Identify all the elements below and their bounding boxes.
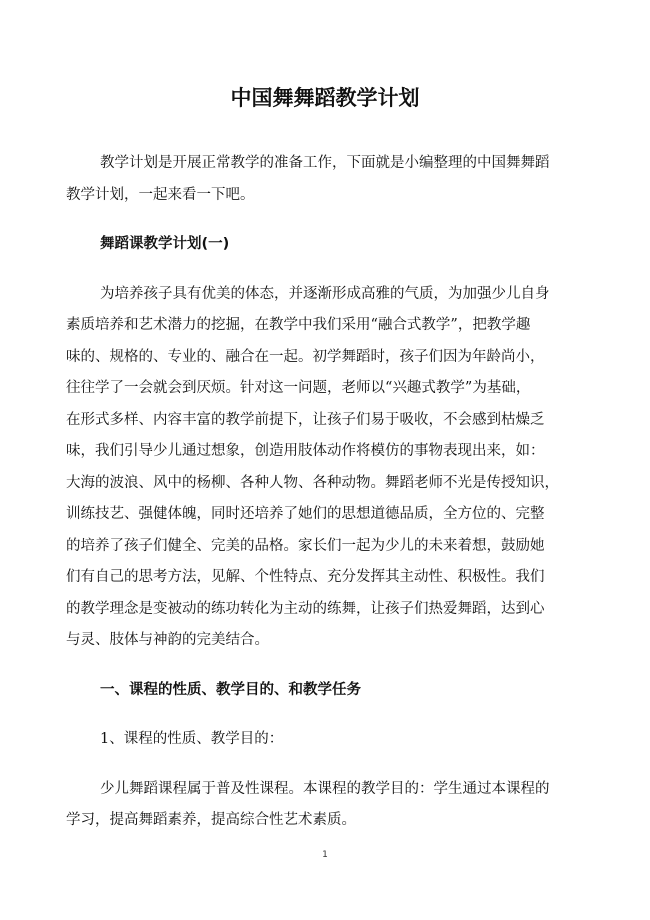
body-line: 往往学了一会就会到厌烦。针对这一问题，老师以“兴趣式教学”为基础，	[66, 380, 531, 396]
body-line: 素质培养和艺术潜力的挖掘，在教学中我们采用“融合式教学”，把教学趣	[66, 317, 531, 333]
document-title: 中国舞舞蹈教学计划	[230, 86, 420, 110]
body-line: 味，我们引导少儿通过想象，创造用肢体动作将模仿的事物表现出来，如：	[66, 443, 545, 459]
body-line: 与灵、肢体与神韵的完美结合。	[66, 632, 269, 648]
subheading-course-goal: 1、课程的性质、教学目的：	[100, 731, 284, 747]
body-line: 为培养孩子具有优美的体态，并逐渐形成高雅的气质，为加强少儿自身	[100, 285, 550, 302]
body-line: 训练技艺、强健体魄，同时还培养了她们的思想道德品质，全方位的、完整	[66, 506, 545, 522]
body-paragraph	[66, 279, 584, 657]
intro-line: 教学计划是开展正常教学的准备工作，下面就是小编整理的中国舞舞蹈	[100, 155, 550, 171]
page-number: 1	[322, 850, 328, 860]
section-title: 舞蹈课教学计划(一)	[100, 236, 230, 252]
body-line: 在形式多样、内容丰富的教学前提下，让孩子们易于吸收，不会感到枯燥乏	[66, 411, 545, 428]
body-line: 大海的波浪、风中的杨柳、各种人物、各种动物。舞蹈老师不光是传授知识，	[66, 474, 559, 491]
body-line: 的教学理念是变被动的练功转化为主动的练舞，让孩子们热爱舞蹈，达到心	[66, 600, 545, 617]
intro-line: 教学计划，一起来看一下吧。	[66, 186, 255, 203]
final-paragraph	[66, 774, 584, 837]
body-line: 的培养了孩子们健全、完美的品格。家长们一起为少儿的未来着想，鼓励她	[66, 537, 545, 554]
final-line: 少儿舞蹈课程属于普及性课程。本课程的教学目的：学生通过本课程的	[100, 780, 550, 797]
body-line: 们有自己的思考方法，见解、个性特点、充分发挥其主动性、积极性。我们	[66, 569, 545, 585]
final-line: 学习，提高舞蹈素养，提高综合性艺术素质。	[66, 812, 356, 828]
heading-course-nature: 一、课程的性质、教学目的、和教学任务	[100, 681, 361, 698]
intro-paragraph	[66, 148, 584, 211]
body-line: 味的、规格的、专业的、融合在一起。初学舞蹈时，孩子们因为年龄尚小，	[66, 348, 545, 365]
